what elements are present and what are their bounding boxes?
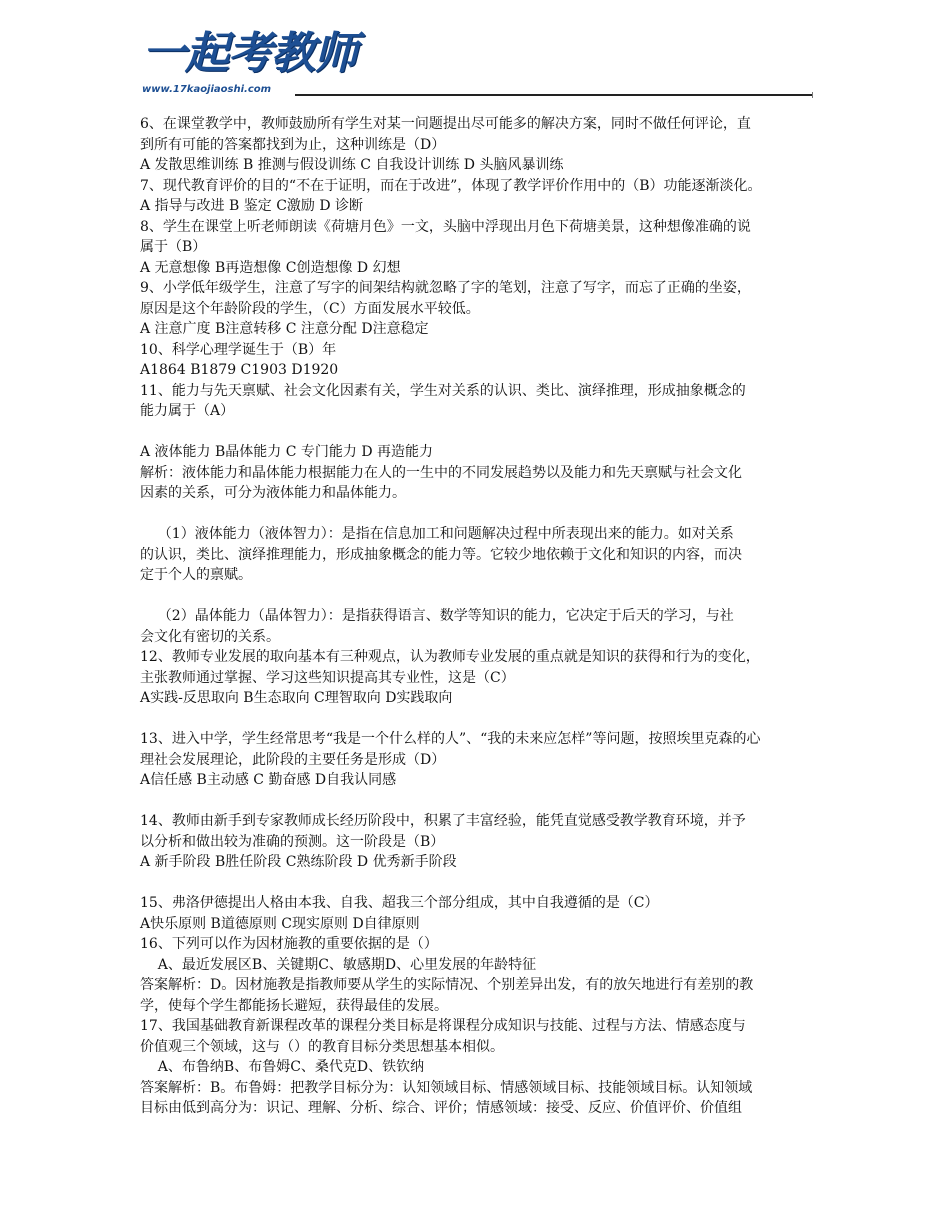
text-line: 原因是这个年龄阶段的学生，（C）方面发展水平较低。 bbox=[140, 300, 480, 317]
header-divider-end bbox=[812, 92, 813, 98]
text-line: 13、进入中学，学生经常思考“我是一个什么样的人”、“我的未来应怎样”等问题，按照埃里克森的心 bbox=[140, 731, 761, 747]
text-line: A 发散思维训练 B 推测与假设训练 C 自我设计训练 D 头脑风暴训练 bbox=[140, 157, 564, 173]
text-line: 答案解析：D。因材施教是指教师要从学生的实际情况、个别差异出发，有的放矢地进行有差别的教 bbox=[140, 977, 754, 993]
header-divider bbox=[295, 94, 812, 96]
text-line: A 注意广度 B注意转移 C 注意分配 D注意稳定 bbox=[140, 321, 429, 337]
text-line: 价值观三个领域，这与（）的教育目标分类思想基本相似。 bbox=[140, 1038, 504, 1055]
blank-line bbox=[140, 791, 810, 812]
text-line: 11、能力与先天禀赋、社会文化因素有关，学生对关系的认识、类比、演绎推理，形成抽象概念的 bbox=[140, 382, 746, 399]
text-line: A 无意想像 B再造想像 C创造想像 D 幻想 bbox=[140, 259, 401, 276]
text-line: 8、学生在课堂上听老师朗读《荷塘月色》一文，头脑中浮现出月色下荷塘美景，这种想像准确的说 bbox=[140, 218, 751, 235]
text-line: 9、小学低年级学生，注意了写字的间架结构就忽略了字的笔划，注意了写字，而忘了正确的坐姿， bbox=[140, 280, 751, 296]
text-line: （1）液体能力（液体智力）：是指在信息加工和问题解决过程中所表现出来的能力。如对关系 bbox=[140, 526, 734, 542]
text-line: 10、科学心理学诞生于（B）年 bbox=[140, 341, 337, 358]
text-line: A信任感 B主动感 C 勤奋感 D自我认同感 bbox=[140, 772, 397, 788]
text-line: 学，使每个学生都能扬长避短，获得最佳的发展。 bbox=[140, 997, 448, 1014]
blank-line bbox=[140, 422, 810, 443]
text-line: A 新手阶段 B胜任阶段 C熟练阶段 D 优秀新手阶段 bbox=[140, 854, 457, 870]
text-line: A 液体能力 B晶体能力 C 专门能力 D 再造能力 bbox=[140, 444, 434, 460]
text-line: 理社会发展理论，此阶段的主要任务是形成（D） bbox=[140, 751, 446, 768]
text-line: A实践-反思取向 B生态取向 C理智取向 D实践取向 bbox=[140, 690, 453, 706]
text-line: 以分析和做出较为准确的预测。这一阶段是（B） bbox=[140, 833, 445, 850]
document-body bbox=[140, 114, 810, 1119]
text-line: 的认识，类比、演绎推理能力，形成抽象概念的能力等。它较少地依赖于文化和知识的内容，而决 bbox=[140, 546, 742, 563]
site-logo[interactable]: 一起考教师 bbox=[142, 28, 357, 79]
text-line: 6、在课堂教学中，教师鼓励所有学生对某一问题提出尽可能多的解决方案，同时不做任何评论，直 bbox=[140, 116, 751, 132]
blank-line bbox=[140, 873, 810, 894]
text-line: 解析：液体能力和晶体能力根据能力在人的一生中的不同发展趋势以及能力和先天禀赋与社会文化 bbox=[140, 464, 742, 481]
text-line: 15、弗洛伊德提出人格由本我、自我、超我三个部分组成，其中自我遵循的是（C） bbox=[140, 895, 659, 911]
blank-line bbox=[140, 504, 810, 525]
text-line: A快乐原则 B道德原则 C现实原则 D自律原则 bbox=[140, 915, 420, 932]
text-line: （2）晶体能力（晶体智力）：是指获得语言、数学等知识的能力，它决定于后天的学习，与社 bbox=[140, 608, 734, 624]
text-line: A、最近发展区B、关键期C、敏感期D、心里发展的年龄特征 bbox=[140, 956, 537, 973]
text-line: 能力属于（A） bbox=[140, 403, 235, 419]
text-line: 定于个人的禀赋。 bbox=[140, 567, 252, 583]
text-line: A1864 B1879 C1903 D1920 bbox=[140, 362, 339, 378]
text-line: 17、我国基础教育新课程改革的课程分类目标是将课程分成知识与技能、过程与方法、情感态度与 bbox=[140, 1018, 746, 1034]
text-line: 12、教师专业发展的取向基本有三种观点，认为教师专业发展的重点就是知识的获得和行为的变化， bbox=[140, 649, 760, 665]
blank-line bbox=[140, 586, 810, 607]
blank-line bbox=[140, 709, 810, 730]
text-line: 主张教师通过掌握、学习这些知识提高其专业性，这是（C） bbox=[140, 669, 515, 686]
text-line: 答案解析：B。布鲁姆：把教学目标分为：认知领域目标、情感领域目标、技能领域目标。认知领域 bbox=[140, 1079, 753, 1096]
text-line: A 指导与改进 B 鉴定 C激励 D 诊断 bbox=[140, 198, 364, 214]
text-line: 属于（B） bbox=[140, 239, 207, 255]
text-line: 14、教师由新手到专家教师成长经历阶段中，积累了丰富经验，能凭直觉感受教学教育环境，并予 bbox=[140, 813, 746, 829]
text-line: A、布鲁纳B、布鲁姆C、桑代克D、铁钦纳 bbox=[140, 1059, 425, 1075]
text-line: 16、下列可以作为因材施教的重要依据的是（） bbox=[140, 936, 438, 952]
page-header bbox=[140, 26, 812, 100]
text-line: 目标由低到高分为：识记、理解、分析、综合、评价；情感领域：接受、反应、价值评价、价值组 bbox=[140, 1100, 742, 1116]
text-line: 因素的关系，可分为液体能力和晶体能力。 bbox=[140, 485, 406, 501]
site-url[interactable]: www.17kaojiaoshi.com bbox=[142, 84, 272, 95]
text-line: 到所有可能的答案都找到为止，这种训练是（D） bbox=[140, 136, 446, 153]
text-line: 会文化有密切的关系。 bbox=[140, 628, 280, 645]
text-line: 7、现代教育评价的目的“不在于证明，而在于改进”，体现了教学评价作用中的（B）功能逐渐淡化。 bbox=[140, 177, 762, 194]
